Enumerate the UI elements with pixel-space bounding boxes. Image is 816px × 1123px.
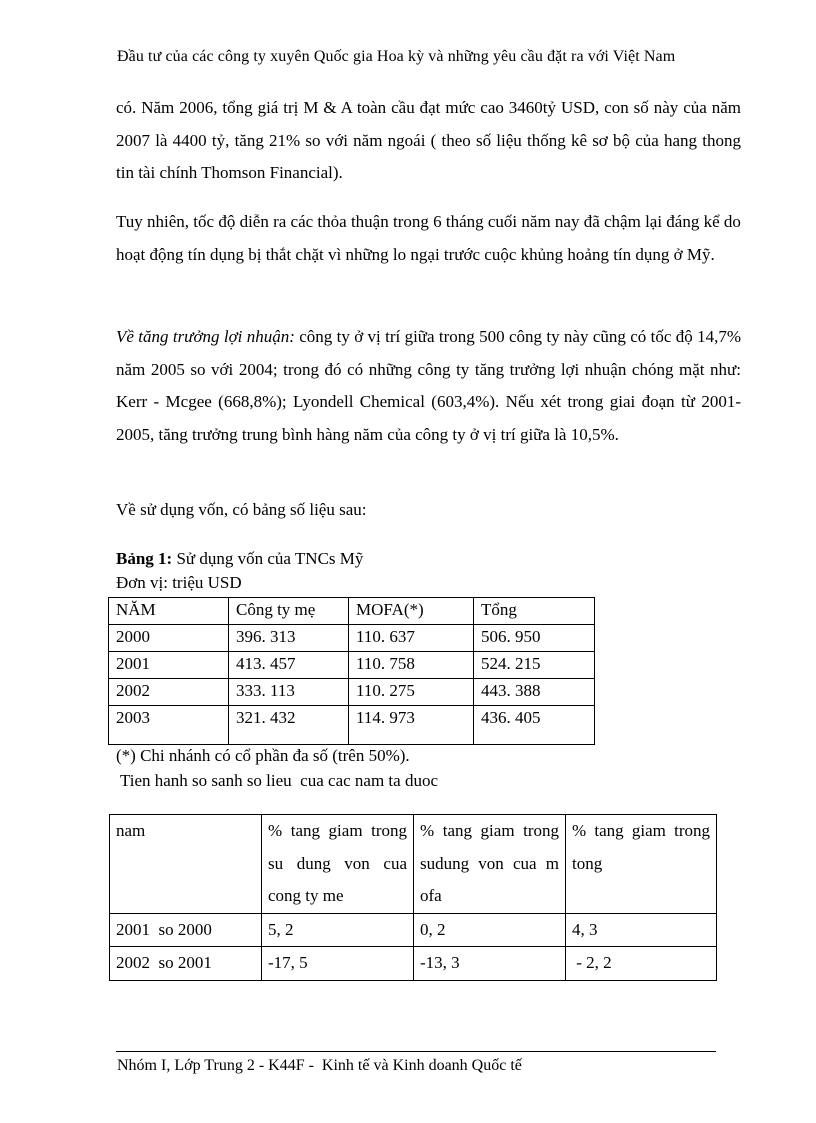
header-cell-parent: Công ty mẹ [229,598,349,625]
table-cell: 2003 [109,706,229,745]
table-cell: 321. 432 [229,706,349,745]
header-cell-parent-change: % tang giam trong su dung von cua cong ty me [262,815,414,914]
table-cell: 110. 275 [349,679,474,706]
table-cell: 413. 457 [229,652,349,679]
paragraph-credit: Tuy nhiên, tốc độ diễn ra các thỏa thuận trong 6 tháng cuối năm nay đã chậm lại đáng kể do hoạt động tín dụng bị thắt chặt vì những lo ngại trước cuộc khủng hoảng tín dụng ở Mỹ. [116,212,741,264]
header-cell-year-pair: nam [110,815,262,914]
paragraph-mna: có. Năm 2006, tổng giá trị M & A toàn cầu đạt mức cao 3460tỷ USD, con số này của năm 2007 là 4400 tỷ, tăng 21% so với năm ngoái ( theo số liệu thống kê sơ bộ của hang thong tin tài chính Thomson Financial). [116,98,741,182]
profit-growth-text: công ty ở vị trí giữa trong 500 công ty này cũng có tốc độ 14,7% năm 2005 so với 2004; trong đó có những công ty tăng trưởng lợi nhuận chóng mặt như: Kerr - Mcgee (668,8%); Lyondell Chemical (603,4%). Nếu xét trong giai đoạn từ 2001-2005, tăng trưởng trung bình hàng năm của công ty ở vị trí giữa là 10,5%. [116,327,741,444]
table-cell: 443. 388 [474,679,595,706]
table-cell: 0, 2 [414,913,566,947]
header-cell-mofa: MOFA(*) [349,598,474,625]
table-cell: 2002 so 2001 [110,947,262,981]
table-cell: 2001 [109,652,229,679]
table1-caption [116,549,363,569]
paragraph-profit-growth [116,321,741,451]
table-cell: 110. 758 [349,652,474,679]
comparison-intro: Tien hanh so sanh so lieu cua cac nam ta duoc [116,771,438,790]
table-cell: - 2, 2 [566,947,717,981]
header-cell-year: NĂM [109,598,229,625]
header-cell-total: Tổng [474,598,595,625]
table-row [109,679,595,706]
table-row [109,652,595,679]
table-cell: 524. 215 [474,652,595,679]
header-cell-total-change: % tang giam trong tong [566,815,717,914]
table-header-row [109,598,595,625]
table-row [110,947,717,981]
table-cell: -17, 5 [262,947,414,981]
table-cell: 4, 3 [566,913,717,947]
profit-growth-heading: Về tăng trưởng lợi nhuận: [116,327,295,346]
capital-usage-table [108,597,595,745]
table-header-row [110,815,717,914]
table-cell: 333. 113 [229,679,349,706]
table-cell: 506. 950 [474,625,595,652]
header-cell-mofa-change: % tang giam trong sudung von cua m ofa [414,815,566,914]
table1-caption-label: Bảng 1: [116,549,173,568]
page-header: Đầu tư của các công ty xuyên Quốc gia Hoa kỳ và những yêu cầu đặt ra với Việt Nam [117,48,676,65]
table1-caption-title: Sử dụng vốn của TNCs Mỹ [172,549,364,568]
page-footer: Nhóm I, Lớp Trung 2 - K44F - Kinh tế và Kinh doanh Quốc tế [117,1057,522,1074]
paragraph-capital-intro: Về sử dụng vốn, có bảng số liệu sau: [116,500,367,519]
table-cell: 2000 [109,625,229,652]
table-cell: 114. 973 [349,706,474,745]
comparison-table [109,814,717,981]
table-cell: -13, 3 [414,947,566,981]
table-cell: 2001 so 2000 [110,913,262,947]
footer-divider [116,1051,716,1052]
table-row [110,913,717,947]
table-row [109,706,595,745]
table-cell: 396. 313 [229,625,349,652]
table1-unit: Đơn vị: triệu USD [116,573,242,592]
table-cell: 110. 637 [349,625,474,652]
table1-footnote: (*) Chi nhánh có cổ phần đa số (trên 50%). [116,746,410,765]
table-cell: 5, 2 [262,913,414,947]
table-cell: 436. 405 [474,706,595,745]
table-cell: 2002 [109,679,229,706]
table-row [109,625,595,652]
